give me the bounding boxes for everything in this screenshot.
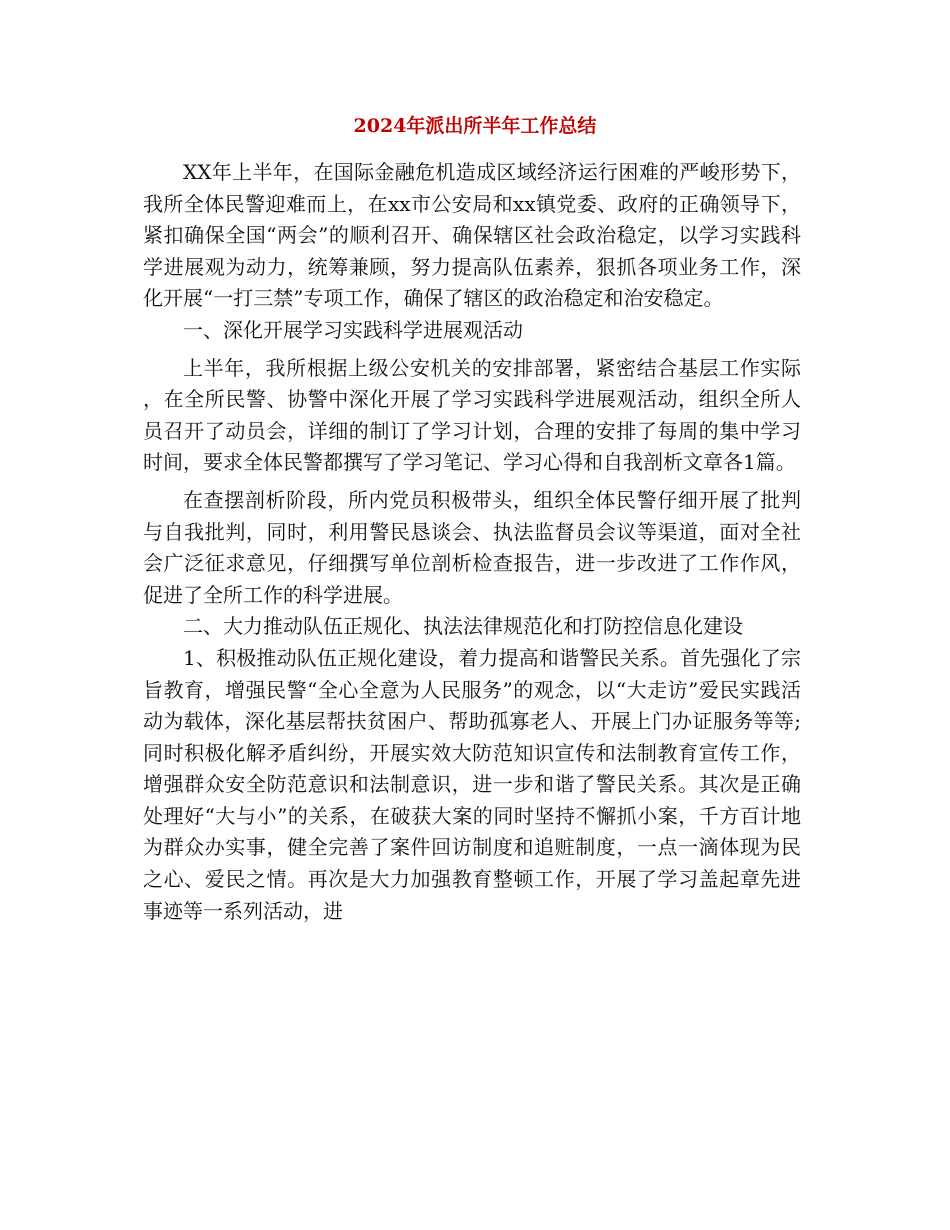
section-heading-2: 二、大力推动队伍正规化、执法法律规范化和打防控信息化建设 xyxy=(183,614,743,639)
paragraph-section-1-a: 上半年，我所根据上级公安机关的安排部署，紧密结合基层工作实际，在全所民警、协警中深化开展了学习实践科学进展观活动，组织全所人员召开了动员会，详细的制订了学习计划，合理的安排了每周的集中学习时间，要求全体民警都撰写了学习笔记、学习心得和自我剖析文章各1篇。 xyxy=(143,355,801,475)
document-title: 2024年派出所半年工作总结 xyxy=(353,115,597,137)
section-heading-1: 一、深化开展学习实践科学进展观活动 xyxy=(183,317,523,342)
paragraph-section-2-item-1: 1、积极推动队伍正规化建设，着力提高和谐警民关系。首先强化了宗旨教育，增强民警“全心全意为人民服务”的观念，以“大走访”爱民实践活动为载体，深化基层帮扶贫困户、帮助孤寡老人、开展上门办证服务等等;同时积极化解矛盾纠纷，开展实效大防范知识宣传和法制教育宣传工作，增强群众安全防范意识和法制意识，进一步和谐了警民关系。其次是正确处理好“大与小”的关系，在破获大案的同时坚持不懈抓小案，千方百计地为群众办实事，健全完善了案件回访制度和追赃制度，一点一滴体现为民之心、爱民之情。再次是大力加强教育整顿工作，开展了学习盖起章先进事迹等一系列活动，进 xyxy=(143,645,801,923)
paragraph-intro: XX年上半年，在国际金融危机造成区域经济运行困难的严峻形势下，我所全体民警迎难而上，在xx市公安局和xx镇党委、政府的正确领导下，紧扣确保全国“两会”的顺利召开、确保辖区社会政治稳定，以学习实践科学进展观为动力，统筹兼顾，努力提高队伍素养，狠抓各项业务工作，深化开展“一打三禁”专项工作，确保了辖区的政治稳定和治安稳定。 xyxy=(143,160,801,311)
document-body xyxy=(143,157,801,927)
paragraph-section-1-b: 在查摆剖析阶段，所内党员积极带头，组织全体民警仔细开展了批判与自我批判，同时，利用警民恳谈会、执法监督员会议等渠道，面对全社会广泛征求意见，仔细撰写单位剖析检查报告，进一步改进了工作作风，促进了全所工作的科学进展。 xyxy=(143,487,801,607)
